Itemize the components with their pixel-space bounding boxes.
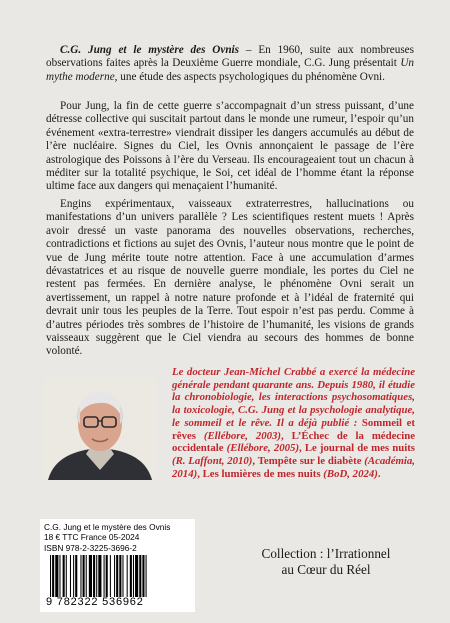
dash: – [239,44,259,56]
publication-publisher: (Ellébore, 2003) [195,429,282,442]
publication-title: Sommeil et rêves [172,416,415,442]
intro-text-a: En 1960, suite aux nombreuses observations faites après la Deuxième Guerre mondiale, C.G. Jung présentait [46,44,415,70]
label-price: 18 € TTC France 05-2024 [44,532,140,543]
publication-title: Le journal de mes nuits [304,442,415,455]
separator: , [281,429,292,442]
cited-book: Un mythe moderne [46,57,414,83]
publication-title: L’Échec de la médecine occidentale [172,429,415,455]
collection-line-1: Collection : l’Irrationnel [261,546,391,561]
book-title: C.G. Jung et le mystère des Ovnis [60,44,240,56]
intro-text-b: , une étude des aspects psychologiques du phénomène Ovni. [114,70,385,83]
label-title: C.G. Jung et le mystère des Ovnis [44,522,171,532]
publication-publisher: (R. Laffont, 2010) [172,454,253,467]
publication-publisher: (Ellébore, 2005) [223,442,300,455]
intro-paragraph [46,44,414,84]
publication-title: Tempête sur le diabète [257,454,362,467]
price-barcode-label [40,519,195,612]
barcode-number: 9 782322 536962 [46,596,144,608]
ovni-paragraph: Engins expérimentaux, vaisseaux extraterrestres, hallucinations ou manifestations d’un univers parallèle ? Les scientifiques restent muets ! Après avoir dressé un vaste panorama des nouvelles observations, recherches, contradictions et fictions au sujet des Ovnis, l’auteur nous montre que le point de vue de Jung mérite toute notre attention. Face à une accumulation d’armes dévastatrices et au risque de nouvelle guerre mondiale, les portes du Ciel ne restent pas fermées. En dernière analyse, le phénomène Ovni serait un avertissement, un rappel à notre nature profonde et à l’idéal de fraternité qui devrait unir tous les peuples de la Terre. Tout espoir n’est pas perdu. Comme à d’autres périodes très sombres de l’histoire de l’humanité, les visions de grands vaisseaux suggèrent que le Ciel viendra au secours des hommes de bonne volonté. [46,198,414,358]
separator: , [299,442,305,455]
collection-line-2: au Cœur du Réel [281,562,371,577]
publication-publisher: (Académia, 2014) [172,454,415,480]
jung-paragraph: Pour Jung, la fin de cette guerre s’accompagnait d’un stress puissant, d’une détresse collective qui suscitait partout dans le monde une rumeur, l’espoir qu’un événement «extra-terrestre» viendrait dissiper les dangers accumulés au début de l’ère nucléaire. Signes du Ciel, les Ovnis annonçaient le passage de l’ère astrologique des Poissons à l’ère du Verseau. Ils encourageaient tout un chacun à méditer sur la totalité psychique, le Soi, cet idéal de l’homme étant la réponse ultime face aux dangers qui menaçaient l’humanité. [46,100,414,193]
separator: , [252,454,258,467]
publication-publisher: (BoD, 2024) [320,467,378,480]
author-bio [172,366,415,480]
bio-intro: Le docteur Jean-Michel Crabbé a exercé la médecine générale pendant quarante ans. Depuis 1980, il étudie la chronobiologie, les interactions psychosomatiques, la toxicologie, C.G. Jung et la psychologie analytique, le sommeil et le rêve. Il a déjà publié : [172,366,415,429]
publication [203,468,381,480]
separator: , [197,467,203,480]
barcode [44,555,190,599]
publication-title: Les lumières de mes nuits [202,467,321,480]
collection-name [238,546,414,578]
author-photo [44,378,156,480]
separator: . [377,467,381,480]
label-isbn: ISBN 978-2-3225-3696-2 [44,542,137,553]
